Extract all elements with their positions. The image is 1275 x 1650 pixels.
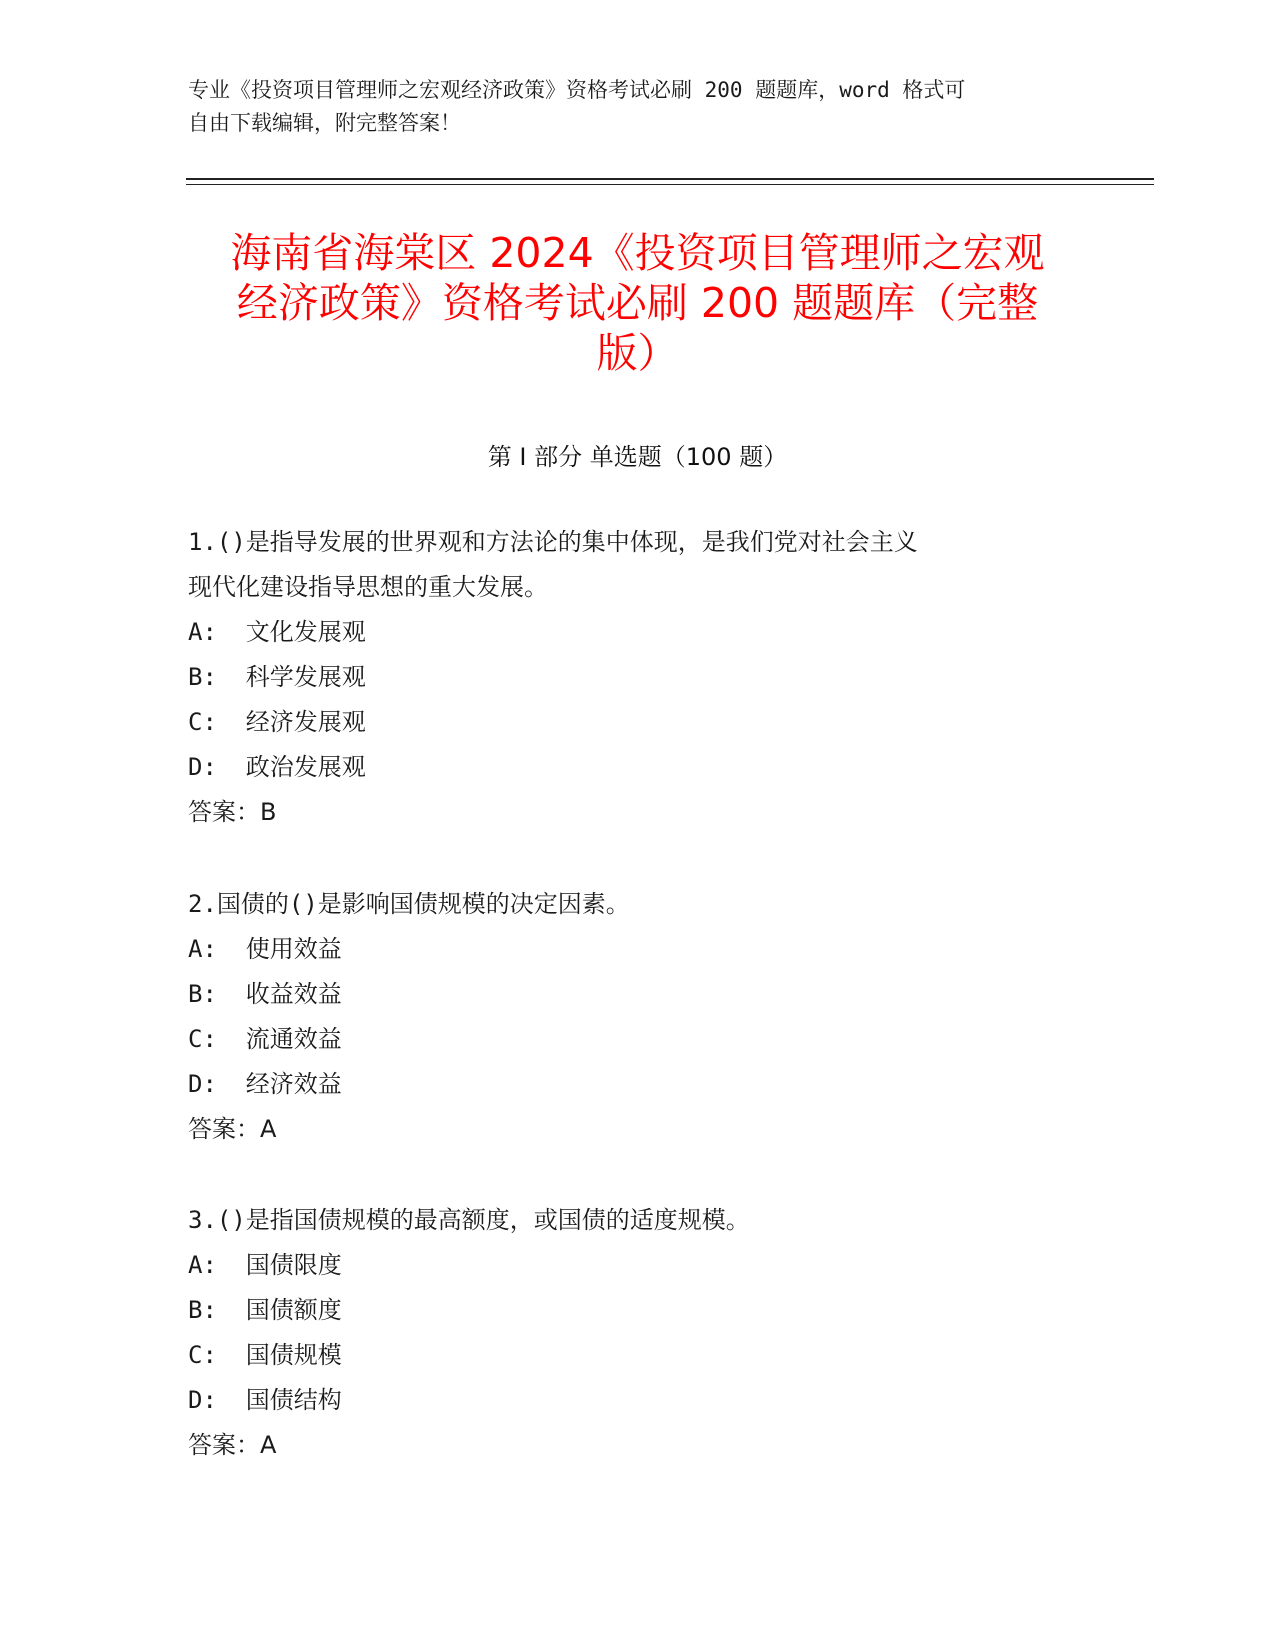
option-b: B: 国债额度 xyxy=(188,1296,342,1324)
option-a: A: 使用效益 xyxy=(188,935,342,963)
answer: 答案：A xyxy=(188,1431,277,1459)
intro-line-1: 专业《投资项目管理师之宏观经济政策》资格考试必刷 200 题题库，word 格式可 xyxy=(188,78,966,102)
option-d: D: 经济效益 xyxy=(188,1070,342,1098)
question-1 xyxy=(188,520,1068,835)
option-d: D: 国债结构 xyxy=(188,1386,342,1414)
question-stem-line-2: 现代化建设指导思想的重大发展。 xyxy=(188,573,548,601)
title-line-2: 经济政策》资格考试必刷 200 题题库（完整 xyxy=(236,279,1039,327)
question-stem-line-1: 2.国债的()是影响国债规模的决定因素。 xyxy=(188,890,630,918)
document-title xyxy=(170,228,1105,378)
intro-line-2: 自由下载编辑，附完整答案！ xyxy=(188,111,461,135)
question-2 xyxy=(188,882,1068,1152)
header-divider-thin xyxy=(186,184,1154,185)
option-c: C: 流通效益 xyxy=(188,1025,342,1053)
option-a: A: 国债限度 xyxy=(188,1251,342,1279)
question-stem-line-1: 1.()是指导发展的世界观和方法论的集中体现，是我们党对社会主义 xyxy=(188,528,918,556)
document-intro xyxy=(188,74,1068,140)
option-c: C: 国债规模 xyxy=(188,1341,342,1369)
answer: 答案：A xyxy=(188,1115,277,1143)
option-a: A: 文化发展观 xyxy=(188,618,366,646)
option-c: C: 经济发展观 xyxy=(188,708,366,736)
title-line-3: 版） xyxy=(596,329,679,377)
section-heading: 第 I 部分 单选题（100 题） xyxy=(487,443,788,471)
answer: 答案：B xyxy=(188,798,277,826)
option-d: D: 政治发展观 xyxy=(188,753,366,781)
option-b: B: 收益效益 xyxy=(188,980,342,1008)
title-line-1: 海南省海棠区 2024《投资项目管理师之宏观 xyxy=(230,229,1045,277)
question-stem-line-1: 3.()是指国债规模的最高额度，或国债的适度规模。 xyxy=(188,1206,750,1234)
header-divider-thick xyxy=(186,178,1154,180)
question-3 xyxy=(188,1198,1068,1468)
option-b: B: 科学发展观 xyxy=(188,663,366,691)
